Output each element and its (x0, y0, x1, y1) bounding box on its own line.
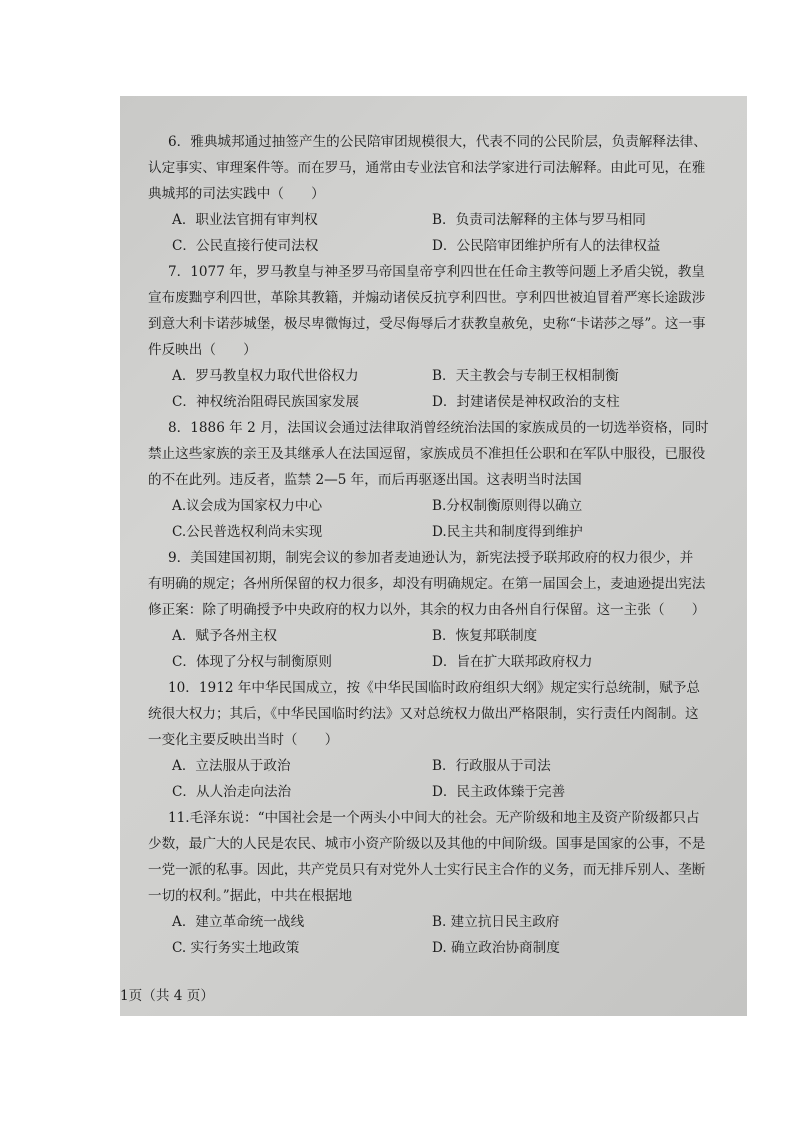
option-row (168, 363, 747, 389)
question-stem-line: 典城邦的司法实践中（ ） (148, 186, 325, 202)
question-6 (148, 129, 747, 259)
question-stem-line: 一切的权利。”据此，中共在根据地 (148, 888, 353, 904)
option-c: C．体现了分权与制衡原则 (172, 654, 332, 670)
question-stem-line: 一变化主要反映出当时（ ） (148, 732, 339, 748)
option-b: B.分权制衡原则得以确立 (432, 498, 583, 514)
option-row (168, 753, 747, 779)
question-stem-line: 禁止这些家族的亲王及其继承人在法国逗留，家族成员不准担任公职和在军队中服役，已服役 (148, 446, 706, 462)
option-a: A．立法服从于政治 (172, 758, 291, 774)
question-stem-line: 一党一派的私事。因此，共产党员只有对党外人士实行民主合作的义务，而无排斥别人、垄断 (148, 862, 706, 878)
question-stem-line: 有明确的规定；各州所保留的权力很多，却没有明确规定。在第一届国会上，麦迪逊提出宪法 (148, 576, 706, 592)
option-d: D．旨在扩大联邦政府权力 (432, 654, 593, 670)
question-stem-line: 10．1912 年中华民国成立，按《中华民国临时政府组织大纲》规定实行总统制，赋予总 (168, 680, 700, 696)
question-stem-line: 11.毛泽东说：“中国社会是一个两头小中间大的社会。无产阶级和地主及资产阶级都只占 (168, 810, 700, 826)
option-c: C．从人治走向法治 (172, 784, 292, 800)
option-a: A．罗马教皇权力取代世俗权力 (172, 368, 359, 384)
option-row (168, 233, 747, 259)
option-row (168, 623, 747, 649)
option-a: A.议会成为国家权力中心 (172, 498, 323, 514)
option-a: A．赋予各州主权 (172, 628, 277, 644)
option-row (168, 207, 747, 233)
question-list (148, 129, 747, 961)
option-b: B．天主教会与专制王权相制衡 (432, 368, 619, 384)
question-8 (148, 415, 747, 545)
option-row (168, 935, 747, 961)
question-stem-line: 的不在此列。违反者，监禁 2—5 年，而后再驱逐出国。这表明当时法国 (148, 472, 582, 488)
option-c: C．神权统治阻碍民族国家发展 (172, 394, 360, 410)
question-stem-line: 少数，最广大的人民是农民、城市小资产阶级以及其他的中间阶级。国事是国家的公事，不是 (148, 836, 706, 852)
question-7 (148, 259, 747, 415)
option-b: B. 建立抗日民主政府 (432, 914, 560, 930)
option-b: B．恢复邦联制度 (432, 628, 538, 644)
option-d: D．封建诸侯是神权政治的支柱 (432, 394, 620, 410)
option-b: B．负责司法解释的主体与罗马相同 (432, 212, 646, 228)
option-a: A．职业法官拥有审判权 (172, 212, 318, 228)
option-d: D．公民陪审团维护所有人的法律权益 (432, 238, 661, 254)
question-stem-line: 宣布废黜亨利四世，革除其教籍，并煽动诸侯反抗亨利四世。亨利四世被迫冒着严寒长途跋涉 (148, 290, 706, 306)
option-c: C.公民普选权利尚未实现 (172, 524, 323, 540)
option-c: C．公民直接行使司法权 (172, 238, 319, 254)
question-stem-line: 到意大利卡诺莎城堡，极尽卑微悔过，受尽侮辱后才获教皇赦免，史称“卡诺莎之辱”。这一事 (148, 316, 706, 332)
option-d: D.民主共和制度得到维护 (432, 524, 583, 540)
question-stem-line: 6．雅典城邦通过抽签产生的公民陪审团规模很大，代表不同的公民阶层，负责解释法律、 (168, 134, 707, 150)
question-9 (148, 545, 747, 675)
question-11 (148, 805, 747, 961)
question-stem-line: 9．美国建国初期，制宪会议的参加者麦迪逊认为，新宪法授予联邦政府的权力很少，并 (168, 550, 694, 566)
question-stem-line: 统很大权力；其后，《中华民国临时约法》又对总统权力做出严格限制，实行责任内阁制。这 (148, 706, 699, 722)
question-10 (148, 675, 747, 805)
question-stem-line: 件反映出（ ） (148, 342, 257, 358)
option-row (168, 649, 747, 675)
option-row (168, 389, 747, 415)
question-stem-line: 8．1886 年 2 月，法国议会通过法律取消曾经统治法国的家族成员的一切选举资格，同时 (168, 420, 709, 436)
option-b: B．行政服从于司法 (432, 758, 551, 774)
page-number-footer: 1页（共 4 页） (120, 988, 214, 1004)
option-row (168, 493, 747, 519)
option-a: A．建立革命统一战线 (172, 914, 305, 930)
question-stem-line: 7．1077 年，罗马教皇与神圣罗马帝国皇帝亨利四世在任命主教等问题上矛盾尖锐，教皇 (168, 264, 705, 280)
question-stem-line: 修正案：除了明确授予中央政府的权力以外，其余的权力由各州自行保留。这一主张（ ） (148, 602, 706, 618)
option-d: D．民主政体臻于完善 (432, 784, 566, 800)
photographed-page (120, 96, 747, 1016)
option-row (168, 519, 747, 545)
option-c: C. 实行务实土地政策 (172, 940, 300, 956)
option-row (168, 779, 747, 805)
question-stem-line: 认定事实、审理案件等。而在罗马，通常由专业法官和法学家进行司法解释。由此可见，在雅 (148, 160, 706, 176)
option-d: D. 确立政治协商制度 (432, 940, 560, 956)
option-row (168, 909, 747, 935)
